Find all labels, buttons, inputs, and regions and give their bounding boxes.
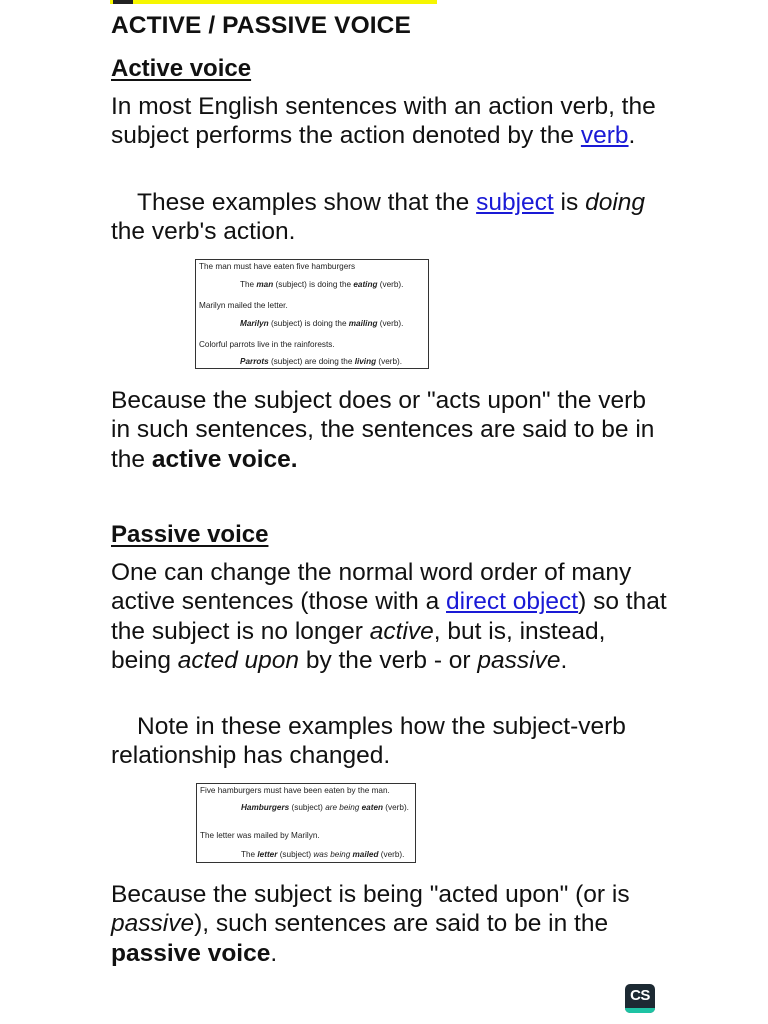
example-sentence: Marilyn mailed the letter. (199, 301, 288, 310)
passive-conclusion-paragraph: Because the subject is being "acted upon" (or is passive), such sentences are said to be in the passive voice. (111, 881, 630, 967)
active-examples-intro: These examples show that the subject is doing the verb's action. (111, 189, 646, 246)
example-explanation: Parrots (subject) are doing the living (verb). (240, 357, 403, 366)
logo-text: CS (630, 987, 650, 1004)
example-sentence: The man must have eaten five hamburgers (199, 262, 356, 271)
passive-voice-heading: Passive voice (111, 521, 269, 548)
passive-intro-paragraph: One can change the normal word order of many active sentences (those with a direct object) so that the subject is no longer active, but is, instead, being acted upon by the verb - or passive. (111, 559, 667, 674)
example-explanation: The man (subject) is doing the eating (verb). (240, 280, 404, 289)
active-conclusion-paragraph: Because the subject does or "acts upon" the verb in such sentences, the sentences are said to be in the active voice. (111, 387, 655, 473)
verb-link[interactable]: verb (580, 122, 629, 150)
active-examples-box (195, 259, 429, 369)
passive-examples-box (196, 783, 416, 863)
example-explanation: The letter (subject) was being mailed (verb). (241, 850, 405, 859)
direct-object-link[interactable]: direct object (446, 588, 579, 616)
passive-examples-intro: Note in these examples how the subject-verb relationship has changed. (111, 713, 626, 770)
example-sentence: Five hamburgers must have been eaten by the man. (200, 786, 390, 795)
highlight-bar (110, 0, 437, 4)
highlight-mark (113, 0, 133, 4)
active-intro-paragraph: In most English sentences with an action verb, the subject performs the action denoted by the verb. (111, 93, 656, 150)
example-explanation: Hamburgers (subject) are being eaten (verb). (241, 803, 409, 812)
active-voice-heading: Active voice (111, 55, 252, 82)
camscanner-logo-icon (625, 984, 655, 1013)
example-explanation: Marilyn (subject) is doing the mailing (verb). (240, 319, 404, 328)
logo-stripe (625, 1008, 655, 1013)
page-title: ACTIVE / PASSIVE VOICE (111, 12, 411, 39)
example-sentence: Colorful parrots live in the rainforests. (199, 340, 335, 349)
example-sentence: The letter was mailed by Marilyn. (200, 831, 320, 840)
subject-link[interactable]: subject (476, 189, 554, 216)
